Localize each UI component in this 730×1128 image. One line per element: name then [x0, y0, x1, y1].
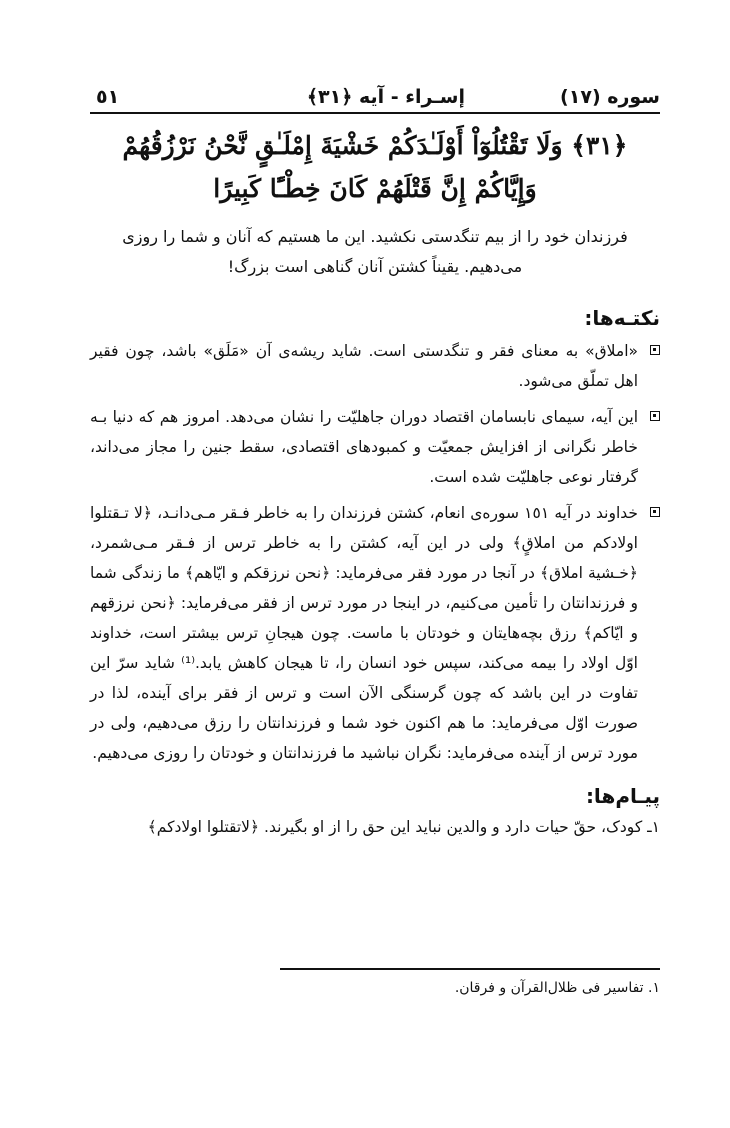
- note-item: [90, 336, 660, 396]
- note-text: «املاق» به معنای فقر و تنگدستی است. شايد ريشه‌ی آن «مَلَق» باشد، چون فقير اهل تملّق می‌شود.: [90, 342, 638, 390]
- note-item: [90, 498, 660, 768]
- header-divider: [90, 112, 660, 114]
- note-item: [90, 402, 660, 492]
- message-item: ١ـ كودک، حقّ حيات دارد و والدين نبايد اين حق را از او بگيرند. ﴿لاتقتلوا اولادكم﴾: [147, 818, 660, 836]
- note-text: اين آيه، سيمای نابسامان اقتصاد دوران جاهليّت را نشان می‌دهد. امروز هم كه دنيا بـه خاطر نگرانی از افزايش جمعيّت و كمبودهای اقتصادی، سقط جنين را مجاز می‌داند، گرفتار نوعی جاهليّت شده است.: [90, 408, 638, 486]
- notes-heading: نكتـه‌ها:: [584, 306, 660, 330]
- surah-label: سوره (١٧): [560, 86, 660, 108]
- square-bullet-icon: [650, 507, 660, 517]
- book-page: [90, 80, 660, 1110]
- footnote-divider: [280, 968, 660, 970]
- page-number: ٥١: [96, 86, 120, 108]
- surah-verse-label: إسـراء - آيه ﴿٣١﴾: [306, 86, 465, 108]
- square-bullet-icon: [650, 411, 660, 421]
- quran-verse: ﴿٣١﴾ وَلَا تَقْتُلُوٓاْ أَوْلَـٰدَكُمْ خَشْيَةَ إِمْلَـٰقٍ نَّحْنُ نَرْزُقُهُمْ وَإِيَّاكُمْ إِنَّ قَتْلَهُمْ كَانَ خِطْـًٔا كَبِيرًا: [122, 131, 628, 203]
- footnote: ١. تفاسير فى ظلال‌القرآن و فرقان.: [454, 980, 660, 996]
- square-bullet-icon: [650, 345, 660, 355]
- note-text: خداوند در آيه ١٥١ سوره‌ی انعام، كشتن فرزندان را به خاطر فـقر مـی‌دانـد، ﴿لا تـقتلوا اولادكم من املاقٍ﴾ ولی در اين آيه، كشتن را به خاطر ترس از فـقر مـی‌شمرد، ﴿خـشية املاق﴾ در آنجا در مورد فقر می‌فرمايد: ﴿نحن نرزقكم و ايّاهم﴾ ما زندگی شما و فرزندانتان را تأمين می‌كنيم، در اينجا در مورد ترس از فقر می‌فرمايد: ﴿نحن نرزقهم و ايّاكم﴾ رزق بچه‌هايتان و خودتان با ماست. چون هيجانِ ترس بيشتر است، خداوند اوّل اولاد را بيمه می‌كند، سپس خود انسان را، تا هيجان كاهش يابد.⁽¹⁾ شايد سرّ اين تفاوت در اين باشد كه چون گرسنگی الآن است و ترس از فقر برای آينده، لذا در صورت اوّل می‌فرمايد: ما هم اكنون خود شما و فرزندانتان را رزق می‌دهيم، ولی در مورد ترس از آينده می‌فرمايد: نگران نباشيد ما فرزندانتان و خودتان را روزی می‌دهيم.: [90, 504, 639, 762]
- messages-heading: پيـام‌ها:: [585, 784, 660, 808]
- page-header: [90, 80, 660, 110]
- verse-translation: فرزندان خود را از بيم تنگدستی نكشيد. اين ما هستيم كه آنان و شما را روزی می‌دهيم. يقيناً كشتن آنان گناهی است بزرگ!: [122, 227, 628, 276]
